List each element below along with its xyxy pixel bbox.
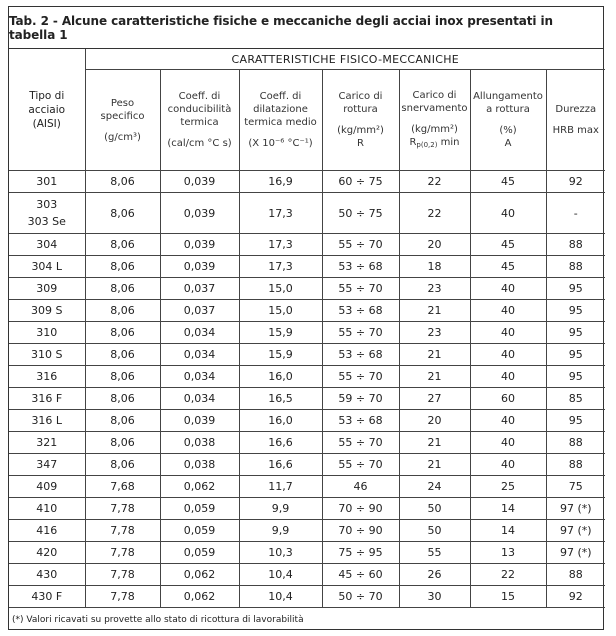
column-header-row	[9, 70, 605, 171]
value-cell: 55 ÷ 70	[322, 366, 399, 388]
value-cell: 0,038	[160, 454, 239, 476]
value-cell: 17,3	[239, 234, 322, 256]
table-row	[9, 454, 605, 476]
value-cell: 20	[399, 234, 470, 256]
value-cell: 10,4	[239, 564, 322, 586]
table-title: Tab. 2 - Alcune caratteristiche fisiche e meccaniche degli acciai inox presentati in tabella 1	[9, 7, 603, 49]
value-cell: 16,5	[239, 388, 322, 410]
value-cell: 22	[470, 564, 546, 586]
value-cell: 70 ÷ 90	[322, 520, 399, 542]
value-cell: 0,034	[160, 322, 239, 344]
value-cell: 20	[399, 410, 470, 432]
value-cell: 0,039	[160, 193, 239, 234]
steel-type-cell: 409	[9, 476, 85, 498]
value-cell: 0,037	[160, 300, 239, 322]
value-cell: 40	[470, 454, 546, 476]
value-cell: 23	[399, 278, 470, 300]
steel-type-cell: 410	[9, 498, 85, 520]
value-cell: 13	[470, 542, 546, 564]
value-cell: 75	[546, 476, 605, 498]
value-cell: 9,9	[239, 498, 322, 520]
group-header: CARATTERISTICHE FISICO-MECCANICHE	[85, 49, 605, 70]
value-cell: 45	[470, 256, 546, 278]
steel-type-cell: 309	[9, 278, 85, 300]
value-cell: 15,0	[239, 278, 322, 300]
value-cell: 50 ÷ 70	[322, 586, 399, 608]
value-cell: 0,034	[160, 388, 239, 410]
value-cell: 0,062	[160, 586, 239, 608]
value-cell: 53 ÷ 68	[322, 344, 399, 366]
value-cell: 0,059	[160, 520, 239, 542]
value-cell: 15,0	[239, 300, 322, 322]
value-cell: 8,06	[85, 234, 160, 256]
value-cell: 45 ÷ 60	[322, 564, 399, 586]
value-cell: 53 ÷ 68	[322, 300, 399, 322]
table-frame	[8, 6, 604, 630]
value-cell: 22	[399, 171, 470, 193]
value-cell: 8,06	[85, 432, 160, 454]
steel-type-cell: 420	[9, 542, 85, 564]
value-cell: 50 ÷ 75	[322, 193, 399, 234]
steel-type-cell: 310	[9, 322, 85, 344]
table-row	[9, 410, 605, 432]
table-row	[9, 234, 605, 256]
column-header-5: Allungamento a rottura (%) A	[470, 70, 546, 171]
table-row	[9, 344, 605, 366]
steel-type-cell: 321	[9, 432, 85, 454]
value-cell: 85	[546, 388, 605, 410]
value-cell: 59 ÷ 70	[322, 388, 399, 410]
value-cell: 15,9	[239, 344, 322, 366]
value-cell: 97 (*)	[546, 498, 605, 520]
value-cell: 95	[546, 366, 605, 388]
value-cell: 88	[546, 432, 605, 454]
table-row	[9, 388, 605, 410]
steel-type-cell: 303 303 Se	[9, 193, 85, 234]
value-cell: 15,9	[239, 322, 322, 344]
value-cell: 17,3	[239, 193, 322, 234]
value-cell: 21	[399, 344, 470, 366]
steel-type-cell: 347	[9, 454, 85, 476]
value-cell: 7,68	[85, 476, 160, 498]
value-cell: 14	[470, 498, 546, 520]
value-cell: 22	[399, 193, 470, 234]
value-cell: 8,06	[85, 300, 160, 322]
value-cell: 55 ÷ 70	[322, 234, 399, 256]
value-cell: 21	[399, 366, 470, 388]
steel-type-cell: 430	[9, 564, 85, 586]
column-header-4: Carico di snervamento (kg/mm²) $R_{p(0,2)}$ min	[399, 70, 470, 171]
header-tipo: Tipo di acciaio (AISI)	[9, 49, 85, 171]
properties-table	[9, 49, 605, 608]
value-cell: 95	[546, 410, 605, 432]
value-cell: 92	[546, 586, 605, 608]
value-cell: 0,039	[160, 256, 239, 278]
value-cell: 8,06	[85, 410, 160, 432]
table-row	[9, 432, 605, 454]
value-cell: 8,06	[85, 193, 160, 234]
steel-type-cell: 316	[9, 366, 85, 388]
value-cell: 50	[399, 498, 470, 520]
value-cell: 40	[470, 193, 546, 234]
value-cell: 23	[399, 322, 470, 344]
table-row	[9, 498, 605, 520]
value-cell: 0,039	[160, 410, 239, 432]
table-row	[9, 476, 605, 498]
value-cell: 27	[399, 388, 470, 410]
value-cell: 97 (*)	[546, 542, 605, 564]
value-cell: 9,9	[239, 520, 322, 542]
value-cell: 8,06	[85, 366, 160, 388]
value-cell: 16,9	[239, 171, 322, 193]
steel-type-cell: 304	[9, 234, 85, 256]
value-cell: 95	[546, 300, 605, 322]
value-cell: 50	[399, 520, 470, 542]
steel-type-cell: 301	[9, 171, 85, 193]
value-cell: 40	[470, 278, 546, 300]
value-cell: 55 ÷ 70	[322, 278, 399, 300]
table-row	[9, 586, 605, 608]
value-cell: 0,038	[160, 432, 239, 454]
value-cell: 88	[546, 564, 605, 586]
table-row	[9, 193, 605, 234]
value-cell: 25	[470, 476, 546, 498]
value-cell: 16,6	[239, 432, 322, 454]
steel-type-cell: 316 L	[9, 410, 85, 432]
value-cell: 53 ÷ 68	[322, 410, 399, 432]
value-cell: 7,78	[85, 498, 160, 520]
value-cell: 0,034	[160, 366, 239, 388]
value-cell: 0,037	[160, 278, 239, 300]
value-cell: 46	[322, 476, 399, 498]
value-cell: 0,034	[160, 344, 239, 366]
steel-type-cell: 316 F	[9, 388, 85, 410]
table-row	[9, 322, 605, 344]
table-row	[9, 366, 605, 388]
value-cell: 8,06	[85, 344, 160, 366]
footnote: (*) Valori ricavati su provette allo stato di ricottura di lavorabilità	[12, 614, 304, 625]
column-header-0: Peso specifico (g/cm³)	[85, 70, 160, 171]
steel-type-cell: 310 S	[9, 344, 85, 366]
value-cell: 16,6	[239, 454, 322, 476]
value-cell: 40	[470, 366, 546, 388]
value-cell: 21	[399, 432, 470, 454]
value-cell: 8,06	[85, 171, 160, 193]
value-cell: 18	[399, 256, 470, 278]
value-cell: 45	[470, 234, 546, 256]
value-cell: 40	[470, 322, 546, 344]
value-cell: 75 ÷ 95	[322, 542, 399, 564]
value-cell: 21	[399, 454, 470, 476]
steel-type-cell: 416	[9, 520, 85, 542]
value-cell: 60 ÷ 75	[322, 171, 399, 193]
value-cell: 70 ÷ 90	[322, 498, 399, 520]
value-cell: 0,039	[160, 234, 239, 256]
value-cell: 26	[399, 564, 470, 586]
value-cell: 0,062	[160, 564, 239, 586]
value-cell: 55	[399, 542, 470, 564]
value-cell: 7,78	[85, 520, 160, 542]
value-cell: 8,06	[85, 454, 160, 476]
column-header-1: Coeff. di conducibilità termica (cal/cm °C s)	[160, 70, 239, 171]
value-cell: 95	[546, 344, 605, 366]
column-header-2: Coeff. di dilatazione termica medio (X 10⁻⁶ °C⁻¹)	[239, 70, 322, 171]
value-cell: 30	[399, 586, 470, 608]
value-cell: 24	[399, 476, 470, 498]
value-cell: 21	[399, 300, 470, 322]
value-cell: 92	[546, 171, 605, 193]
value-cell: 88	[546, 256, 605, 278]
value-cell: 95	[546, 278, 605, 300]
value-cell: 8,06	[85, 322, 160, 344]
value-cell: 15	[470, 586, 546, 608]
value-cell: 0,062	[160, 476, 239, 498]
value-cell: 45	[470, 171, 546, 193]
value-cell: 0,039	[160, 171, 239, 193]
value-cell: 14	[470, 520, 546, 542]
value-cell: 7,78	[85, 542, 160, 564]
table-row	[9, 542, 605, 564]
steel-type-cell: 430 F	[9, 586, 85, 608]
table-row	[9, 300, 605, 322]
table-row	[9, 564, 605, 586]
value-cell: 60	[470, 388, 546, 410]
value-cell: 55 ÷ 70	[322, 454, 399, 476]
value-cell: 55 ÷ 70	[322, 432, 399, 454]
table-row	[9, 171, 605, 193]
value-cell: 10,4	[239, 586, 322, 608]
value-cell: 7,78	[85, 564, 160, 586]
value-cell: 40	[470, 344, 546, 366]
steel-type-cell: 309 S	[9, 300, 85, 322]
column-header-3: Carico di rottura (kg/mm²) R	[322, 70, 399, 171]
value-cell: 40	[470, 432, 546, 454]
value-cell: 16,0	[239, 366, 322, 388]
value-cell: 95	[546, 322, 605, 344]
value-cell: 8,06	[85, 388, 160, 410]
value-cell: 40	[470, 410, 546, 432]
value-cell: 55 ÷ 70	[322, 322, 399, 344]
steel-type-cell: 304 L	[9, 256, 85, 278]
value-cell: 88	[546, 234, 605, 256]
value-cell: 10,3	[239, 542, 322, 564]
value-cell: 8,06	[85, 278, 160, 300]
table-row	[9, 278, 605, 300]
value-cell: 97 (*)	[546, 520, 605, 542]
value-cell: 88	[546, 454, 605, 476]
column-header-6: Durezza HRB max	[546, 70, 605, 171]
table-row	[9, 256, 605, 278]
value-cell: 11,7	[239, 476, 322, 498]
value-cell: 7,78	[85, 586, 160, 608]
value-cell: 16,0	[239, 410, 322, 432]
value-cell: 8,06	[85, 256, 160, 278]
table-body	[9, 171, 605, 608]
value-cell: -	[546, 193, 605, 234]
value-cell: 0,059	[160, 498, 239, 520]
table-row	[9, 520, 605, 542]
value-cell: 0,059	[160, 542, 239, 564]
value-cell: 17,3	[239, 256, 322, 278]
value-cell: 53 ÷ 68	[322, 256, 399, 278]
value-cell: 40	[470, 300, 546, 322]
